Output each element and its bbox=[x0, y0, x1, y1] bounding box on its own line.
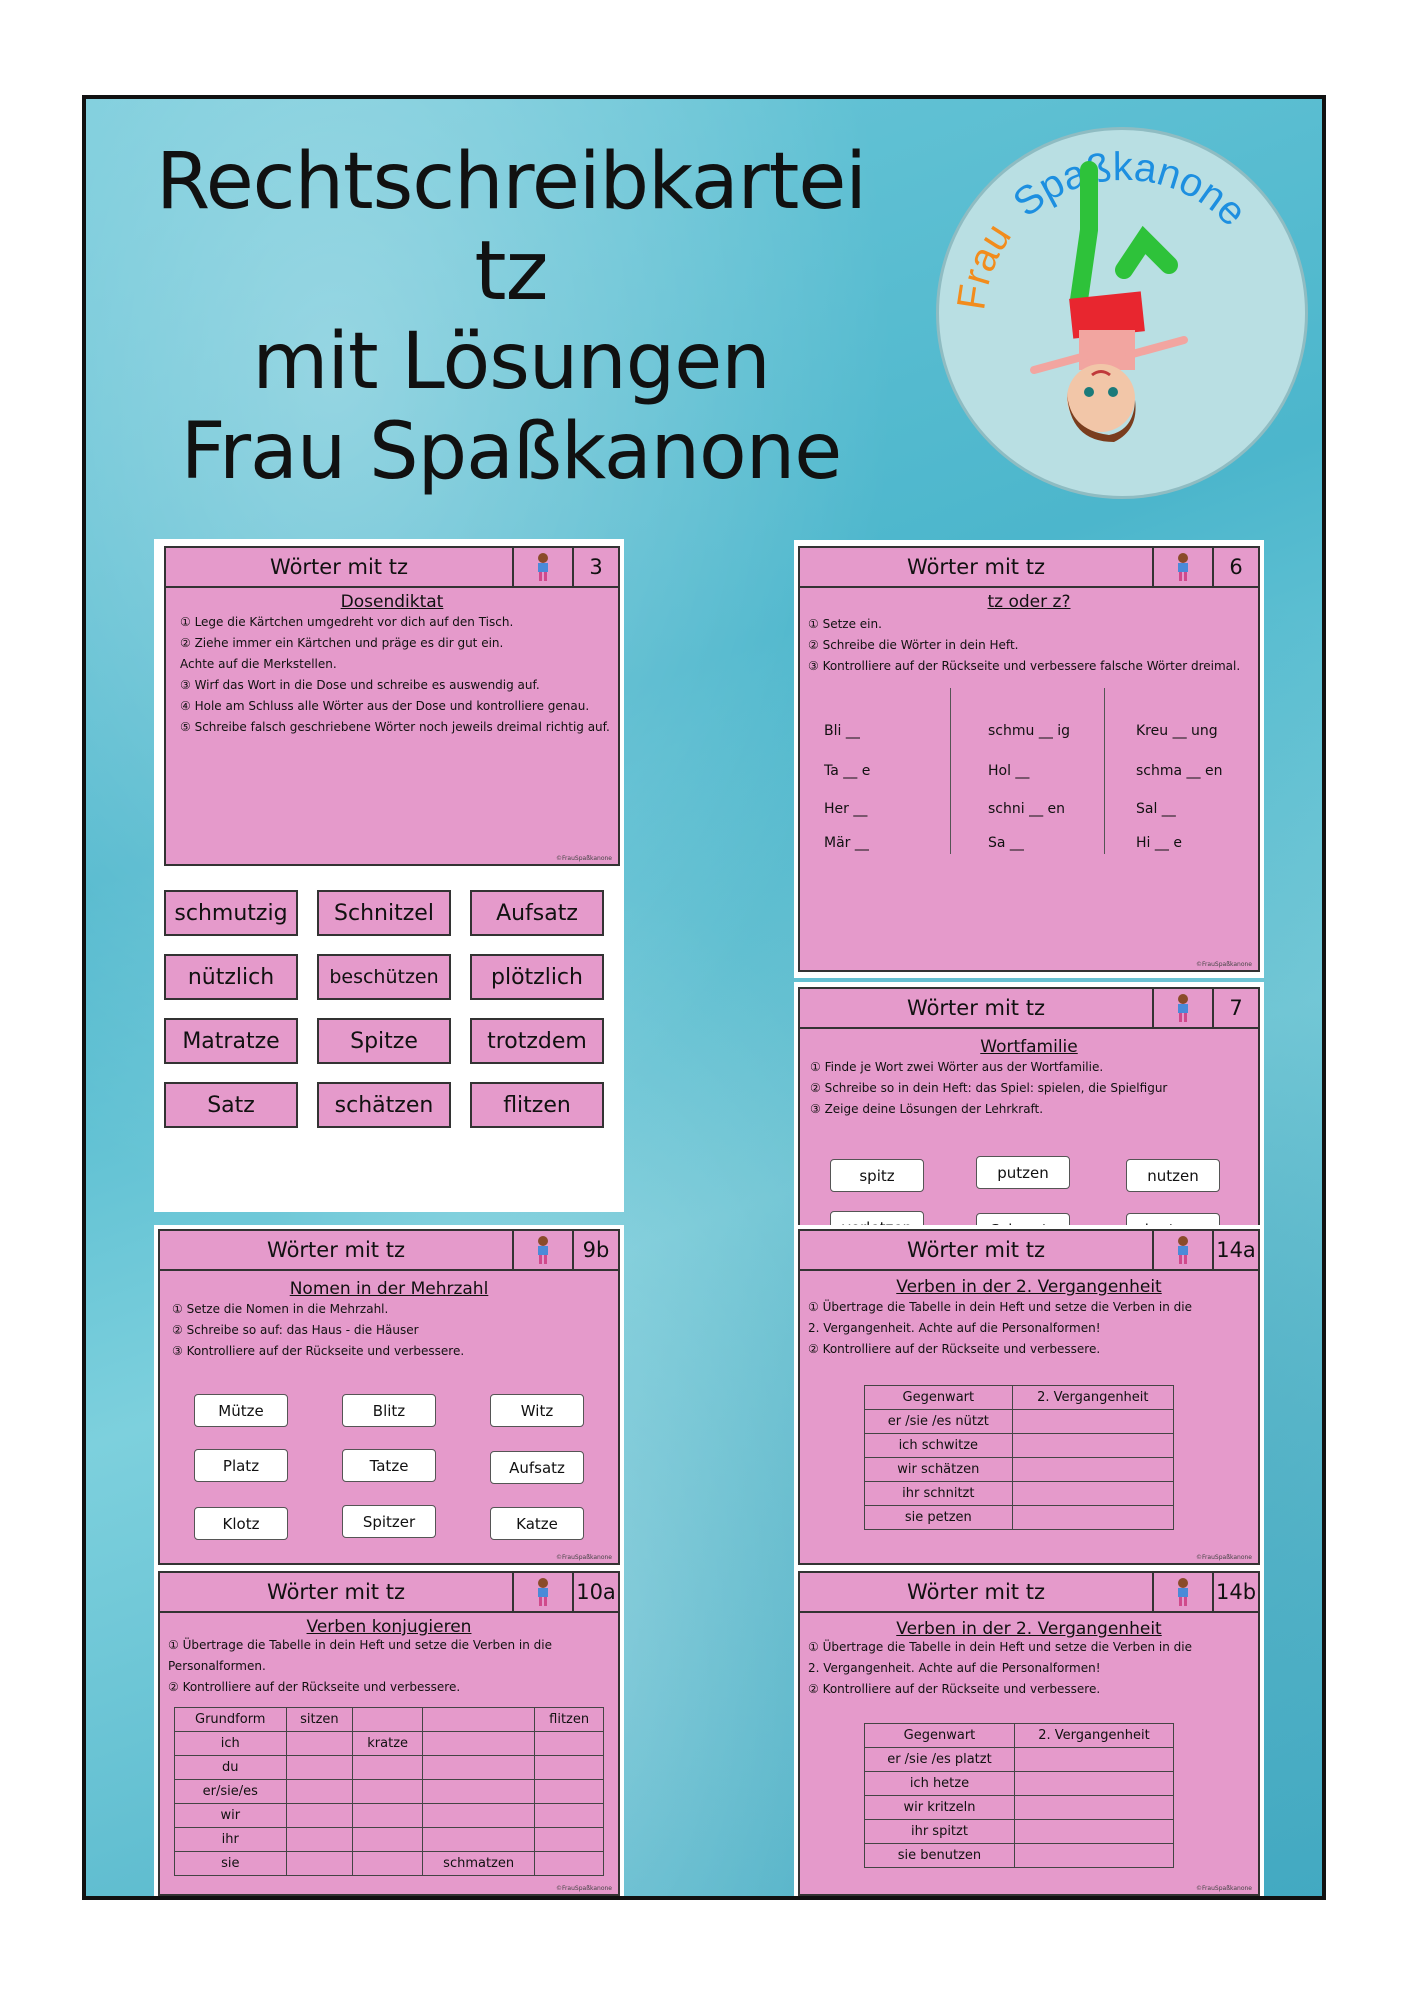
card-9b bbox=[158, 1229, 620, 1565]
instruction-step: ④ Hole am Schluss alle Wörter aus der Dose und kontrolliere genau. bbox=[180, 699, 590, 713]
card-10a bbox=[158, 1571, 620, 1896]
card-number: 9b bbox=[582, 1238, 610, 1262]
word-card: schätzen bbox=[317, 1082, 451, 1128]
table-cell: sitzen bbox=[286, 1708, 353, 1732]
card-3 bbox=[164, 546, 620, 866]
instruction-step: ① Übertrage die Tabelle in dein Heft und setze die Verben in die bbox=[808, 1300, 1192, 1314]
card-header-title: Wörter mit tz bbox=[800, 1573, 1154, 1611]
table-cell: wir bbox=[175, 1804, 287, 1828]
table-cell bbox=[423, 1756, 535, 1780]
table-cell: er/sie/es bbox=[175, 1780, 287, 1804]
card-header bbox=[160, 1231, 618, 1271]
footer-mark: ©FrauSpaßkanone bbox=[1195, 961, 1252, 968]
card-14a bbox=[798, 1229, 1260, 1565]
instruction-step: Personalformen. bbox=[168, 1659, 266, 1673]
card-subtitle: Verben in der 2. Vergangenheit bbox=[896, 1619, 1162, 1639]
instruction-step: ② Kontrolliere auf der Rückseite und verbessere. bbox=[808, 1342, 1101, 1356]
table-cell bbox=[286, 1732, 353, 1756]
title-line-4: Frau Spaßkanone bbox=[180, 407, 842, 497]
table-cell bbox=[353, 1804, 423, 1828]
instruction-step: 2. Vergangenheit. Achte auf die Personalformen! bbox=[808, 1321, 1101, 1335]
table-cell bbox=[353, 1708, 423, 1732]
footer-mark: ©FrauSpaßkanone bbox=[555, 1554, 612, 1561]
table-cell bbox=[423, 1780, 535, 1804]
footer-mark: ©FrauSpaßkanone bbox=[555, 1885, 612, 1892]
word-box: Spitzer bbox=[342, 1505, 436, 1538]
card-header-title: Wörter mit tz bbox=[166, 548, 514, 586]
gap-word: Hi __ e bbox=[1136, 835, 1182, 851]
table-cell: er /sie /es platzt bbox=[865, 1748, 1015, 1772]
instruction-step: ② Kontrolliere auf der Rückseite und verbessere. bbox=[808, 1682, 1101, 1696]
girl-icon bbox=[1154, 989, 1214, 1027]
instruction-step: ① Lege die Kärtchen umgedreht vor dich auf den Tisch. bbox=[180, 615, 514, 629]
table-cell bbox=[286, 1804, 353, 1828]
table-cell bbox=[423, 1732, 535, 1756]
table-cell: sie bbox=[175, 1852, 287, 1876]
card-instructions bbox=[808, 1637, 1248, 1700]
word-card: Aufsatz bbox=[470, 890, 604, 936]
card-instructions bbox=[168, 1635, 608, 1698]
table-cell bbox=[423, 1708, 535, 1732]
card-header bbox=[800, 548, 1258, 588]
table-cell: flitzen bbox=[535, 1708, 604, 1732]
instruction-step: ③ Wirf das Wort in die Dose und schreibe es auswendig auf. bbox=[180, 678, 540, 692]
word-card: beschützen bbox=[317, 954, 451, 1000]
girl-icon bbox=[514, 1231, 574, 1269]
logo bbox=[936, 127, 1308, 499]
table-cell: er /sie /es nützt bbox=[865, 1410, 1013, 1434]
card-instructions bbox=[180, 612, 608, 738]
table-cell: sie benutzen bbox=[865, 1844, 1015, 1868]
card-6 bbox=[798, 546, 1260, 972]
instruction-step: ③ Kontrolliere auf der Rückseite und verbessere. bbox=[172, 1344, 465, 1358]
card-subtitle: Verben konjugieren bbox=[306, 1617, 472, 1637]
instruction-step: Achte auf die Merkstellen. bbox=[180, 657, 337, 671]
girl-icon bbox=[514, 1573, 574, 1611]
card-header-title: Wörter mit tz bbox=[800, 1231, 1154, 1269]
gap-word: schni __ en bbox=[988, 801, 1066, 817]
word-box: putzen bbox=[976, 1156, 1070, 1189]
word-box: Mütze bbox=[194, 1394, 288, 1427]
card-header bbox=[800, 989, 1258, 1029]
table-cell: kratze bbox=[353, 1732, 423, 1756]
table-cell bbox=[353, 1828, 423, 1852]
instruction-step: ② Kontrolliere auf der Rückseite und verbessere. bbox=[168, 1680, 461, 1694]
card-header bbox=[166, 548, 618, 588]
word-box: spitz bbox=[830, 1159, 924, 1192]
footer-mark: ©FrauSpaßkanone bbox=[555, 855, 612, 862]
footer-mark: ©FrauSpaßkanone bbox=[1195, 1554, 1252, 1561]
column-divider bbox=[950, 688, 951, 854]
title-line-3: mit Lösungen bbox=[252, 317, 770, 407]
card-header-title: Wörter mit tz bbox=[800, 989, 1154, 1027]
card-header-title: Wörter mit tz bbox=[800, 548, 1154, 586]
girl-icon bbox=[1154, 1231, 1214, 1269]
table-cell bbox=[286, 1852, 353, 1876]
word-card: flitzen bbox=[470, 1082, 604, 1128]
word-card: Satz bbox=[164, 1082, 298, 1128]
gap-word: Kreu __ ung bbox=[1136, 723, 1218, 739]
table-cell bbox=[535, 1732, 604, 1756]
logo-text: FrauSpaßkanone bbox=[949, 144, 1255, 313]
card-instructions bbox=[810, 1057, 1248, 1120]
word-card: Matratze bbox=[164, 1018, 298, 1064]
table-header: 2. Vergangenheit bbox=[1012, 1386, 1173, 1410]
gap-word: Her __ bbox=[824, 801, 868, 817]
card-subtitle: Verben in der 2. Vergangenheit bbox=[896, 1277, 1162, 1297]
table-cell bbox=[535, 1828, 604, 1852]
table-cell: ihr bbox=[175, 1828, 287, 1852]
card-instructions bbox=[808, 1297, 1248, 1360]
word-box: nutzen bbox=[1126, 1159, 1220, 1192]
word-card: schmutzig bbox=[164, 890, 298, 936]
table-cell bbox=[353, 1852, 423, 1876]
card-number: 10a bbox=[576, 1580, 616, 1604]
gap-word: schma __ en bbox=[1136, 763, 1223, 779]
table-cell: sie petzen bbox=[865, 1506, 1013, 1530]
logo-artwork bbox=[939, 130, 1305, 496]
table-cell bbox=[423, 1804, 535, 1828]
table-cell bbox=[353, 1780, 423, 1804]
girl-icon bbox=[1154, 548, 1214, 586]
word-card: plötzlich bbox=[470, 954, 604, 1000]
girl-icon bbox=[1154, 1573, 1214, 1611]
instruction-step: ② Ziehe immer ein Kärtchen und präge es dir gut ein. bbox=[180, 636, 504, 650]
table-cell: ich bbox=[175, 1732, 287, 1756]
table-cell bbox=[286, 1828, 353, 1852]
girl-icon bbox=[514, 548, 574, 586]
table-cell: Grundform bbox=[175, 1708, 287, 1732]
verb-table bbox=[864, 1385, 1174, 1530]
word-box: Witz bbox=[490, 1394, 584, 1427]
table-cell: ich schwitze bbox=[865, 1434, 1013, 1458]
table-header: Gegenwart bbox=[865, 1386, 1013, 1410]
title-line-1: Rechtschreibkartei bbox=[156, 137, 866, 227]
card-number: 7 bbox=[1229, 996, 1243, 1020]
instruction-step: ① Finde je Wort zwei Wörter aus der Wortfamilie. bbox=[810, 1060, 1104, 1074]
card-number: 14b bbox=[1215, 1580, 1257, 1604]
instruction-step: ⑤ Schreibe falsch geschriebene Wörter noch jeweils dreimal richtig auf. bbox=[180, 720, 610, 734]
word-box: Katze bbox=[490, 1507, 584, 1540]
table-cell bbox=[286, 1780, 353, 1804]
title-line-2: tz bbox=[474, 224, 548, 319]
instruction-step: ② Schreibe die Wörter in dein Heft. bbox=[808, 638, 1019, 652]
gap-word: schmu __ ig bbox=[988, 723, 1071, 739]
word-box: Platz bbox=[194, 1449, 288, 1482]
card-header-title: Wörter mit tz bbox=[160, 1573, 514, 1611]
table-cell: ihr schnitzt bbox=[865, 1482, 1013, 1506]
instruction-step: ① Übertrage die Tabelle in dein Heft und setze die Verben in die bbox=[808, 1640, 1192, 1654]
card-number: 3 bbox=[589, 555, 603, 579]
cover-frame bbox=[82, 95, 1326, 1900]
card-header bbox=[800, 1573, 1258, 1613]
verb-table bbox=[864, 1723, 1174, 1868]
card-subtitle: Nomen in der Mehrzahl bbox=[289, 1279, 489, 1299]
footer-mark: ©FrauSpaßkanone bbox=[1195, 1885, 1252, 1892]
table-cell: ich hetze bbox=[865, 1772, 1015, 1796]
card-subtitle: Dosendiktat bbox=[340, 592, 444, 612]
column-divider bbox=[1104, 688, 1105, 854]
word-card: nützlich bbox=[164, 954, 298, 1000]
word-box: Tatze bbox=[342, 1449, 436, 1482]
card-subtitle: tz oder z? bbox=[987, 592, 1071, 612]
gap-word: Sal __ bbox=[1136, 801, 1176, 817]
table-cell bbox=[535, 1780, 604, 1804]
word-box: Klotz bbox=[194, 1507, 288, 1540]
word-card: Spitze bbox=[317, 1018, 451, 1064]
card-14b bbox=[798, 1571, 1260, 1896]
card-subtitle: Wortfamilie bbox=[980, 1037, 1078, 1057]
card-instructions bbox=[808, 614, 1248, 677]
word-card: trotzdem bbox=[470, 1018, 604, 1064]
table-cell bbox=[423, 1828, 535, 1852]
table-cell bbox=[353, 1756, 423, 1780]
girl-handstand-icon bbox=[1034, 170, 1184, 442]
table-cell: wir schätzen bbox=[865, 1458, 1013, 1482]
gap-word: Bli __ bbox=[824, 723, 860, 739]
table-cell bbox=[535, 1756, 604, 1780]
instruction-step: ① Übertrage die Tabelle in dein Heft und setze die Verben in die bbox=[168, 1638, 552, 1652]
card-number: 14a bbox=[1216, 1238, 1256, 1262]
table-cell bbox=[286, 1756, 353, 1780]
instruction-step: ③ Kontrolliere auf der Rückseite und verbessere falsche Wörter dreimal. bbox=[808, 659, 1241, 673]
gap-word: Hol __ bbox=[988, 763, 1030, 779]
instruction-step: ① Setze ein. bbox=[808, 617, 882, 631]
word-box: Aufsatz bbox=[490, 1451, 584, 1484]
gap-word: Sa __ bbox=[988, 835, 1024, 851]
card-header-title: Wörter mit tz bbox=[160, 1231, 514, 1269]
instruction-step: ② Schreibe so in dein Heft: das Spiel: spielen, die Spielfigur bbox=[810, 1081, 1168, 1095]
conjugation-table bbox=[174, 1707, 604, 1876]
card-header bbox=[160, 1573, 618, 1613]
instruction-step: 2. Vergangenheit. Achte auf die Personalformen! bbox=[808, 1661, 1101, 1675]
card-number: 6 bbox=[1229, 555, 1243, 579]
instruction-step: ② Schreibe so auf: das Haus - die Häuser bbox=[172, 1323, 419, 1337]
table-header: Gegenwart bbox=[865, 1724, 1015, 1748]
table-cell: du bbox=[175, 1756, 287, 1780]
gap-word: Mär __ bbox=[824, 835, 869, 851]
card-header bbox=[800, 1231, 1258, 1271]
table-cell bbox=[535, 1804, 604, 1828]
card-instructions bbox=[172, 1299, 608, 1362]
gap-word: Ta __ e bbox=[824, 763, 871, 779]
word-card: Schnitzel bbox=[317, 890, 451, 936]
word-box: Blitz bbox=[342, 1394, 436, 1427]
table-cell: ihr spitzt bbox=[865, 1820, 1015, 1844]
instruction-step: ① Setze die Nomen in die Mehrzahl. bbox=[172, 1302, 389, 1316]
instruction-step: ③ Zeige deine Lösungen der Lehrkraft. bbox=[810, 1102, 1044, 1116]
table-cell bbox=[535, 1852, 604, 1876]
table-cell: schmatzen bbox=[423, 1852, 535, 1876]
table-cell: wir kritzeln bbox=[865, 1796, 1015, 1820]
table-header: 2. Vergangenheit bbox=[1014, 1724, 1173, 1748]
